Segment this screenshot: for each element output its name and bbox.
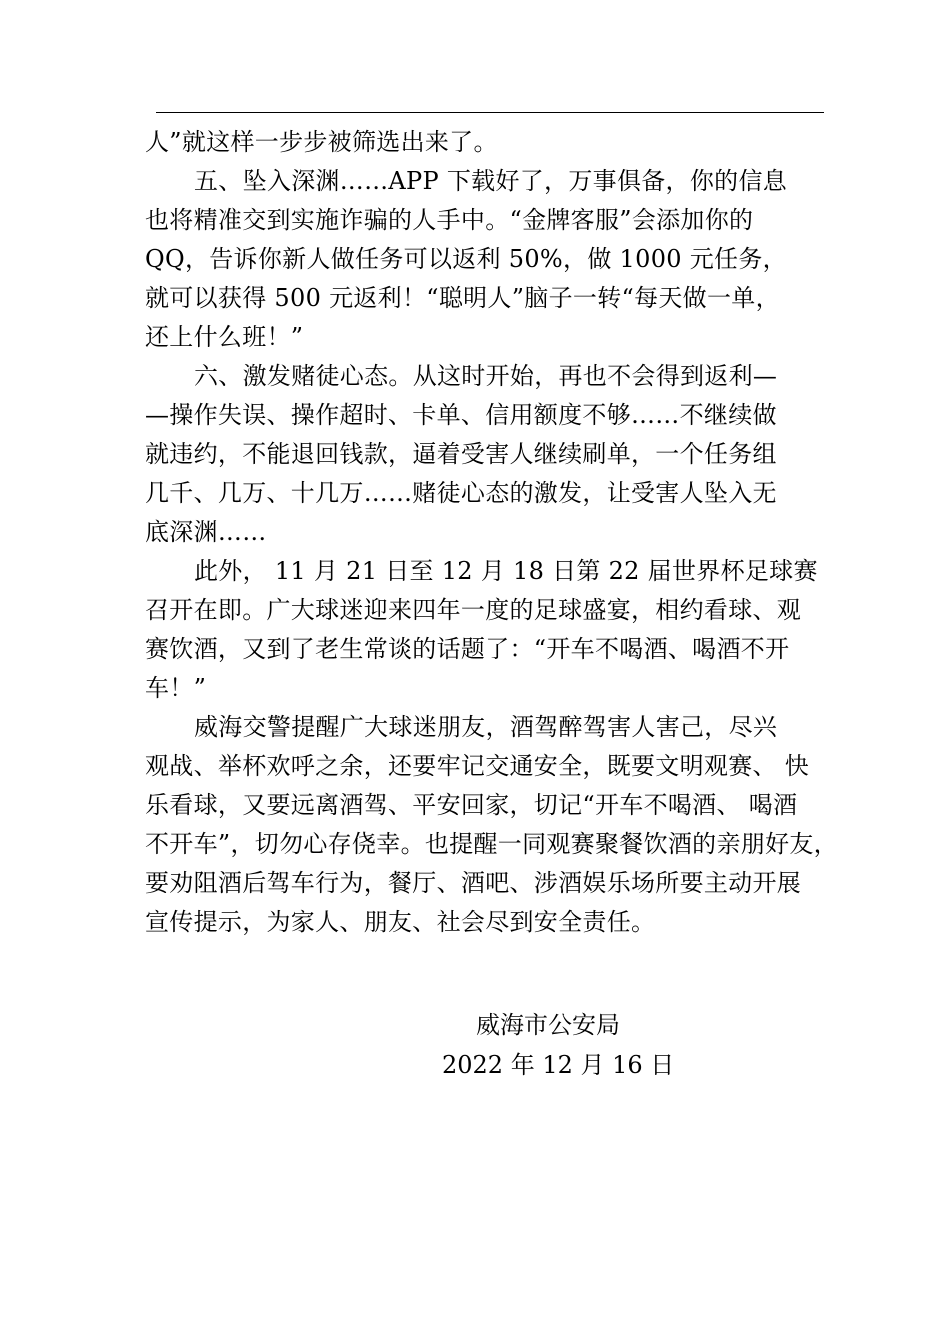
header-rule bbox=[156, 112, 824, 113]
paragraph-line: 就违约，不能退回钱款，逼着受害人继续刷单，一个任务组 bbox=[145, 440, 777, 468]
paragraph-line: 不开车”，切勿心存侥幸。也提醒一同观赛聚餐饮酒的亲朋好友， bbox=[145, 830, 838, 858]
paragraph-line: 底深渊…… bbox=[145, 518, 267, 546]
world-cup-paragraph-line: 此外， 11 月 21 日至 12 月 18 日第 22 届世界杯足球赛 bbox=[194, 557, 818, 585]
traffic-police-paragraph-line: 威海交警提醒广大球迷朋友，酒驾醉驾害人害己，尽兴 bbox=[194, 713, 778, 741]
paragraph-line: 几千、几万、十几万……赌徒心态的激发，让受害人坠入无 bbox=[145, 479, 777, 507]
section-six-line: 六、激发赌徒心态。从这时开始，再也不会得到返利— bbox=[194, 362, 778, 390]
paragraph-line: 乐看球，又要远离酒驾、平安回家，切记“开车不喝酒、 喝酒 bbox=[145, 791, 798, 819]
paragraph-line: 就可以获得 500 元返利！“聪明人”脑子一转“每天做一单， bbox=[145, 284, 780, 312]
paragraph-line: 观战、举杯欢呼之余，还要牢记交通安全，既要文明观赛、 快 bbox=[145, 752, 810, 780]
paragraph-line: 也将精准交到实施诈骗的人手中。“金牌客服”会添加你的 bbox=[145, 206, 754, 234]
paragraph-line: QQ，告诉你新人做任务可以返利 50%，做 1000 元任务， bbox=[145, 245, 787, 273]
signature-date: 2022 年 12 月 16 日 bbox=[442, 1051, 675, 1079]
paragraph-line: 赛饮酒，又到了老生常谈的话题了：“开车不喝酒、喝酒不开 bbox=[145, 635, 790, 663]
signature-organization: 威海市公安局 bbox=[476, 1011, 620, 1039]
paragraph-line: 还上什么班！” bbox=[145, 323, 304, 351]
paragraph-line: 要劝阻酒后驾车行为，餐厅、酒吧、涉酒娱乐场所要主动开展 bbox=[145, 869, 802, 897]
paragraph-line: 车！” bbox=[145, 674, 207, 702]
document-body bbox=[145, 123, 838, 942]
paragraph-line: 人”就这样一步步被筛选出来了。 bbox=[145, 128, 498, 156]
paragraph-line: 召开在即。广大球迷迎来四年一度的足球盛宴，相约看球、观 bbox=[145, 596, 802, 624]
section-five-line: 五、坠入深渊……APP 下载好了，万事俱备，你的信息 bbox=[194, 167, 788, 195]
paragraph-line: 宣传提示，为家人、朋友、社会尽到安全责任。 bbox=[145, 908, 656, 936]
paragraph-line: —操作失误、操作超时、卡单、信用额度不够……不继续做 bbox=[145, 401, 777, 429]
